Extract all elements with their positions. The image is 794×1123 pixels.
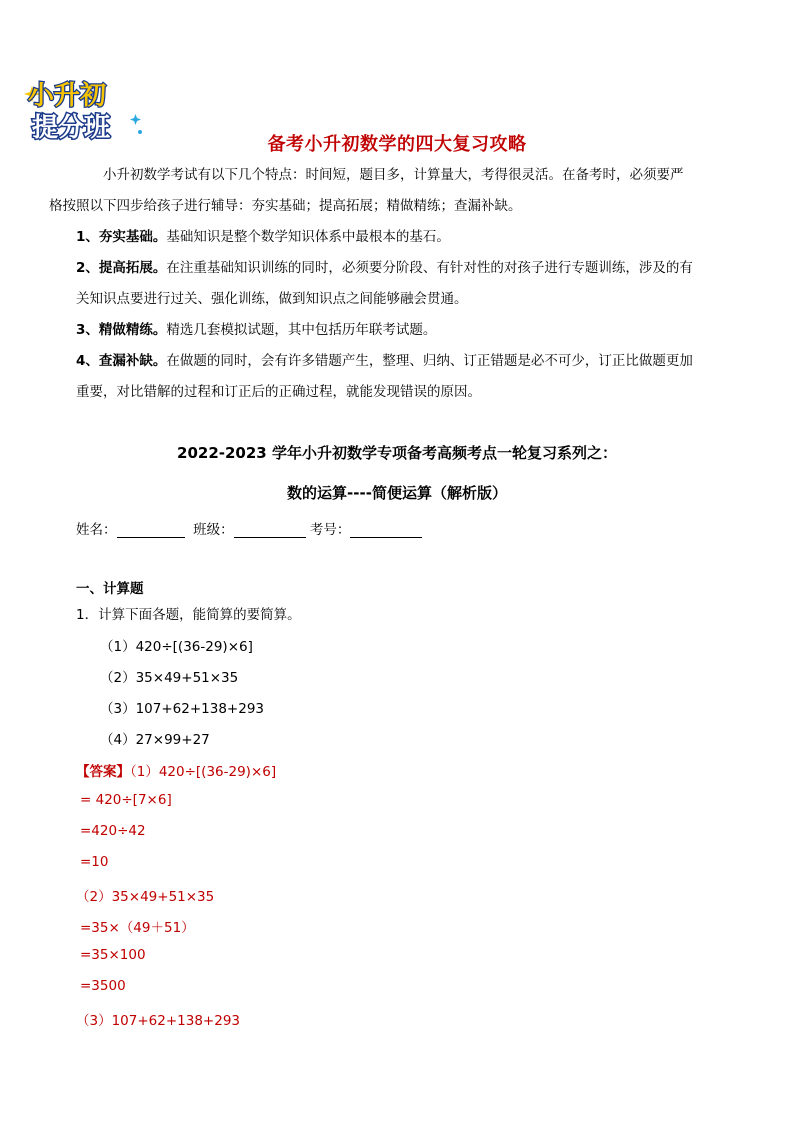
intro-line2: 格按照以下四步给孩子进行辅导：夯实基础；提高拓展；精做精练；查漏补缺。: [49, 198, 522, 214]
tip-4: [76, 346, 716, 408]
tip-2: [76, 253, 716, 315]
tip-3-head: 3、精做精练。: [76, 322, 167, 338]
tip-4-text-2: 重要，对比错解的过程和订正后的正确过程，就能发现错误的原因。: [76, 384, 481, 400]
class-label: 班级：: [193, 522, 234, 538]
tip-1-head: 1、夯实基础。: [76, 229, 167, 245]
tip-4-text: 在做题的同时，会有许多错题产生，整理、归纳、订正错题是必不可少，订正比做题更加: [166, 353, 693, 369]
logo-line1: 小升初: [28, 81, 107, 111]
section-heading: 一、计算题: [76, 581, 144, 597]
name-label: 姓名：: [76, 522, 117, 538]
subtitle-series: 2022-2023 学年小升初数学专项备考高频考点一轮复习系列之：: [177, 444, 617, 462]
answer-line-4: =10: [80, 854, 109, 870]
class-blank: [234, 523, 306, 538]
answer-line-5: （2）35×49+51×35: [76, 889, 215, 905]
question-item-4: （4）27×99+27: [100, 732, 210, 748]
answer-line-6: =35×（49＋51）: [80, 920, 195, 936]
answer-line-7: =35×100: [80, 947, 146, 963]
answer-line-1-text: （1）420÷[(36-29)×6]: [130, 764, 277, 780]
intro-line1: 小升初数学考试有以下几个特点：时间短，题目多，计算量大，考得很灵活。在备考时，必须要严: [103, 167, 684, 183]
answer-line-1: [76, 760, 276, 780]
answer-tag: 【答案】: [76, 764, 130, 780]
answer-line-9: （3）107+62+138+293: [76, 1013, 241, 1029]
tip-1: [76, 222, 716, 253]
question-item-1: （1）420÷[(36-29)×6]: [100, 639, 253, 655]
tip-3: [76, 315, 716, 346]
answer-line-8: =3500: [80, 978, 126, 994]
tip-2-text: 在注重基础知识训练的同时，必须要分阶段、有针对性的对孩子进行专题训练，涉及的有: [166, 260, 693, 276]
question-item-3: （3）107+62+138+293: [100, 701, 265, 717]
tip-2-head: 2、提高拓展。: [76, 260, 167, 276]
logo-line2: 提分班: [32, 113, 111, 143]
number-blank: [350, 523, 422, 538]
tip-3-text: 精选几套模拟试题，其中包括历年联考试题。: [166, 322, 437, 338]
answer-line-2: = 420÷[7×6]: [80, 792, 172, 808]
tip-4-head: 4、查漏补缺。: [76, 353, 167, 369]
number-label: 考号：: [309, 522, 351, 538]
answer-line-3: =420÷42: [80, 823, 146, 839]
subtitle-topic: 数的运算----简便运算（解析版）: [287, 484, 507, 502]
tip-1-text: 基础知识是整个数学知识体系中最根本的基石。: [166, 229, 450, 245]
page-title: 备考小升初数学的四大复习攻略: [267, 134, 527, 155]
tip-2-text-2: 关知识点要进行过关、强化训练，做到知识点之间能够融会贯通。: [76, 291, 468, 307]
student-info: [76, 518, 422, 538]
name-blank: [117, 523, 185, 538]
question-item-2: （2）35×49+51×35: [100, 670, 239, 686]
question-1: 1．计算下面各题，能简算的要简算。: [76, 607, 301, 623]
intro: [49, 160, 716, 222]
